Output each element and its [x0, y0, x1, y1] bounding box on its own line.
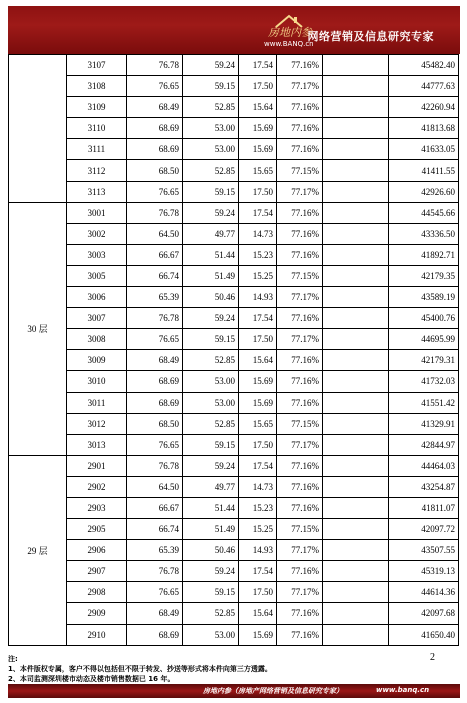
shared-area-cell: 15.23	[239, 244, 277, 265]
unit-price-cell: 42260.94	[389, 97, 459, 118]
shared-area-cell: 17.54	[239, 55, 277, 76]
table-row	[9, 540, 459, 561]
room-number-cell: 3008	[67, 329, 127, 350]
blank-cell	[323, 350, 389, 371]
blank-cell	[323, 181, 389, 202]
room-number-cell: 3013	[67, 434, 127, 455]
room-number-cell: 3010	[67, 371, 127, 392]
header-title: 网络营销及信息研究专家	[307, 30, 434, 43]
room-number-cell: 2905	[67, 519, 127, 540]
usage-rate-cell: 77.16%	[277, 476, 323, 497]
note-line-1: 1、本件版权专属，客户不得以包括但不限于转发、抄送等形式将本件向第三方透露。	[8, 665, 272, 673]
blank-cell	[323, 540, 389, 561]
inner-area-cell: 50.46	[183, 287, 239, 308]
shared-area-cell: 15.25	[239, 265, 277, 286]
shared-area-cell: 15.69	[239, 392, 277, 413]
shared-area-cell: 17.54	[239, 202, 277, 223]
unit-price-cell: 44464.03	[389, 455, 459, 476]
usage-rate-cell: 77.16%	[277, 55, 323, 76]
building-area-cell: 68.49	[127, 350, 183, 371]
table-row	[9, 371, 459, 392]
building-area-cell: 64.50	[127, 476, 183, 497]
unit-price-cell: 42179.31	[389, 350, 459, 371]
inner-area-cell: 53.00	[183, 392, 239, 413]
room-number-cell: 2907	[67, 561, 127, 582]
shared-area-cell: 14.93	[239, 540, 277, 561]
inner-area-cell: 59.15	[183, 329, 239, 350]
blank-cell	[323, 603, 389, 624]
inner-area-cell: 59.15	[183, 582, 239, 603]
room-number-cell: 3110	[67, 118, 127, 139]
table-row	[9, 118, 459, 139]
table-row	[9, 392, 459, 413]
table-row	[9, 265, 459, 286]
shared-area-cell: 17.50	[239, 329, 277, 350]
shared-area-cell: 15.69	[239, 118, 277, 139]
shared-area-cell: 14.93	[239, 287, 277, 308]
unit-price-table	[8, 54, 459, 646]
room-number-cell: 3001	[67, 202, 127, 223]
inner-area-cell: 59.15	[183, 181, 239, 202]
building-area-cell: 76.65	[127, 76, 183, 97]
blank-cell	[323, 223, 389, 244]
room-number-cell: 3006	[67, 287, 127, 308]
room-number-cell: 2909	[67, 603, 127, 624]
table-row	[9, 181, 459, 202]
unit-price-cell: 44545.66	[389, 202, 459, 223]
building-area-cell: 64.50	[127, 223, 183, 244]
usage-rate-cell: 77.17%	[277, 76, 323, 97]
building-area-cell: 66.67	[127, 497, 183, 518]
shared-area-cell: 17.54	[239, 561, 277, 582]
usage-rate-cell: 77.17%	[277, 540, 323, 561]
inner-area-cell: 51.49	[183, 519, 239, 540]
building-area-cell: 76.78	[127, 561, 183, 582]
unit-price-cell: 41633.05	[389, 139, 459, 160]
shared-area-cell: 17.50	[239, 76, 277, 97]
usage-rate-cell: 77.17%	[277, 287, 323, 308]
unit-price-cell: 43336.50	[389, 223, 459, 244]
unit-price-cell: 41813.68	[389, 118, 459, 139]
table-row	[9, 561, 459, 582]
table-row	[9, 603, 459, 624]
unit-price-cell: 43254.87	[389, 476, 459, 497]
usage-rate-cell: 77.15%	[277, 265, 323, 286]
usage-rate-cell: 77.16%	[277, 497, 323, 518]
unit-price-cell: 44614.36	[389, 582, 459, 603]
usage-rate-cell: 77.16%	[277, 561, 323, 582]
blank-cell	[323, 455, 389, 476]
shared-area-cell: 15.64	[239, 350, 277, 371]
room-number-cell: 2903	[67, 497, 127, 518]
building-area-cell: 76.78	[127, 455, 183, 476]
shared-area-cell: 17.50	[239, 582, 277, 603]
usage-rate-cell: 77.16%	[277, 202, 323, 223]
shared-area-cell: 15.25	[239, 519, 277, 540]
room-number-cell: 3005	[67, 265, 127, 286]
room-number-cell: 3002	[67, 223, 127, 244]
floor-label: 29 层	[9, 455, 67, 645]
table-row	[9, 497, 459, 518]
building-area-cell: 65.39	[127, 287, 183, 308]
building-area-cell: 68.69	[127, 371, 183, 392]
usage-rate-cell: 77.17%	[277, 181, 323, 202]
blank-cell	[323, 287, 389, 308]
inner-area-cell: 50.46	[183, 540, 239, 561]
shared-area-cell: 17.50	[239, 181, 277, 202]
blank-cell	[323, 392, 389, 413]
usage-rate-cell: 77.16%	[277, 392, 323, 413]
table-row	[9, 287, 459, 308]
blank-cell	[323, 244, 389, 265]
note-line-2: 2、本司监测深圳楼市动态及楼市销售数据已 16 年。	[8, 675, 175, 683]
table-row	[9, 223, 459, 244]
shared-area-cell: 15.65	[239, 413, 277, 434]
shared-area-cell: 15.64	[239, 97, 277, 118]
blank-cell	[323, 118, 389, 139]
unit-price-cell: 45400.76	[389, 308, 459, 329]
table-row	[9, 160, 459, 181]
shared-area-cell: 17.50	[239, 434, 277, 455]
usage-rate-cell: 77.16%	[277, 350, 323, 371]
unit-price-cell: 41650.40	[389, 624, 459, 645]
inner-area-cell: 59.15	[183, 76, 239, 97]
inner-area-cell: 52.85	[183, 413, 239, 434]
inner-area-cell: 53.00	[183, 624, 239, 645]
shared-area-cell: 14.73	[239, 223, 277, 244]
footer-url: www.banq.cn	[376, 686, 430, 694]
inner-area-cell: 51.44	[183, 497, 239, 518]
table-row	[9, 76, 459, 97]
usage-rate-cell: 77.16%	[277, 603, 323, 624]
usage-rate-cell: 77.16%	[277, 97, 323, 118]
usage-rate-cell: 77.16%	[277, 223, 323, 244]
blank-cell	[323, 434, 389, 455]
table-row	[9, 308, 459, 329]
room-number-cell: 2902	[67, 476, 127, 497]
table-row	[9, 329, 459, 350]
shared-area-cell: 17.54	[239, 308, 277, 329]
usage-rate-cell: 77.15%	[277, 160, 323, 181]
usage-rate-cell: 77.17%	[277, 582, 323, 603]
inner-area-cell: 53.00	[183, 118, 239, 139]
report-footer	[8, 684, 460, 698]
report-header	[8, 6, 460, 54]
unit-price-cell: 41811.07	[389, 497, 459, 518]
building-area-cell: 76.78	[127, 202, 183, 223]
table-row	[9, 624, 459, 645]
table-row	[9, 476, 459, 497]
usage-rate-cell: 77.16%	[277, 244, 323, 265]
floor-label: 30 层	[9, 202, 67, 455]
inner-area-cell: 52.85	[183, 603, 239, 624]
building-area-cell: 76.78	[127, 55, 183, 76]
room-number-cell: 3011	[67, 392, 127, 413]
table-row	[9, 455, 459, 476]
building-area-cell: 76.65	[127, 329, 183, 350]
room-number-cell: 3009	[67, 350, 127, 371]
building-area-cell: 66.67	[127, 244, 183, 265]
building-area-cell: 68.69	[127, 392, 183, 413]
blank-cell	[323, 519, 389, 540]
inner-area-cell: 59.24	[183, 308, 239, 329]
room-number-cell: 3012	[67, 413, 127, 434]
shared-area-cell: 15.69	[239, 624, 277, 645]
unit-price-cell: 45319.13	[389, 561, 459, 582]
building-area-cell: 68.69	[127, 139, 183, 160]
building-area-cell: 65.39	[127, 540, 183, 561]
usage-rate-cell: 77.17%	[277, 434, 323, 455]
inner-area-cell: 52.85	[183, 350, 239, 371]
blank-cell	[323, 329, 389, 350]
shared-area-cell: 15.64	[239, 603, 277, 624]
table-row	[9, 434, 459, 455]
room-number-cell: 2910	[67, 624, 127, 645]
inner-area-cell: 52.85	[183, 160, 239, 181]
building-area-cell: 68.50	[127, 413, 183, 434]
blank-cell	[323, 413, 389, 434]
inner-area-cell: 53.00	[183, 371, 239, 392]
blank-cell	[323, 497, 389, 518]
blank-cell	[323, 160, 389, 181]
room-number-cell: 3003	[67, 244, 127, 265]
blank-cell	[323, 139, 389, 160]
building-area-cell: 68.50	[127, 160, 183, 181]
inner-area-cell: 59.15	[183, 434, 239, 455]
room-number-cell: 3113	[67, 181, 127, 202]
building-area-cell: 76.78	[127, 308, 183, 329]
usage-rate-cell: 77.15%	[277, 519, 323, 540]
blank-cell	[323, 265, 389, 286]
inner-area-cell: 51.44	[183, 244, 239, 265]
building-area-cell: 68.49	[127, 97, 183, 118]
room-number-cell: 2906	[67, 540, 127, 561]
notes	[8, 654, 418, 684]
blank-cell	[323, 624, 389, 645]
room-number-cell: 3007	[67, 308, 127, 329]
unit-price-cell: 41411.55	[389, 160, 459, 181]
blank-cell	[323, 582, 389, 603]
usage-rate-cell: 77.15%	[277, 413, 323, 434]
unit-price-cell: 44695.99	[389, 329, 459, 350]
room-number-cell: 3111	[67, 139, 127, 160]
inner-area-cell: 49.77	[183, 476, 239, 497]
unit-price-cell: 41551.42	[389, 392, 459, 413]
unit-price-cell: 43589.19	[389, 287, 459, 308]
inner-area-cell: 59.24	[183, 561, 239, 582]
table-row	[9, 55, 459, 76]
table-row	[9, 244, 459, 265]
inner-area-cell: 59.24	[183, 202, 239, 223]
table-row	[9, 519, 459, 540]
blank-cell	[323, 308, 389, 329]
room-number-cell: 2901	[67, 455, 127, 476]
blank-cell	[323, 76, 389, 97]
logo-text: 房地内参	[268, 26, 312, 39]
blank-cell	[323, 476, 389, 497]
room-number-cell: 3108	[67, 76, 127, 97]
inner-area-cell: 51.49	[183, 265, 239, 286]
unit-price-cell: 42097.68	[389, 603, 459, 624]
blank-cell	[323, 202, 389, 223]
building-area-cell: 76.65	[127, 434, 183, 455]
usage-rate-cell: 77.16%	[277, 624, 323, 645]
floor-label	[9, 55, 67, 203]
building-area-cell: 68.69	[127, 118, 183, 139]
table-row	[9, 350, 459, 371]
table-row	[9, 139, 459, 160]
usage-rate-cell: 77.16%	[277, 308, 323, 329]
footer-company: 房地内参（房地产网络营销及信息研究专家）	[203, 687, 343, 695]
unit-price-cell: 42097.72	[389, 519, 459, 540]
usage-rate-cell: 77.16%	[277, 371, 323, 392]
unit-price-cell: 44777.63	[389, 76, 459, 97]
shared-area-cell: 17.54	[239, 455, 277, 476]
room-number-cell: 3112	[67, 160, 127, 181]
unit-price-cell: 41892.71	[389, 244, 459, 265]
shared-area-cell: 14.73	[239, 476, 277, 497]
building-area-cell: 76.65	[127, 582, 183, 603]
shared-area-cell: 15.65	[239, 160, 277, 181]
room-number-cell: 2908	[67, 582, 127, 603]
unit-price-cell: 42179.35	[389, 265, 459, 286]
logo-url: www.BANQ.cn	[264, 40, 314, 48]
table-row	[9, 97, 459, 118]
page-number: 2	[430, 652, 435, 663]
blank-cell	[323, 97, 389, 118]
unit-price-cell: 45482.40	[389, 55, 459, 76]
shared-area-cell: 15.69	[239, 139, 277, 160]
building-area-cell: 76.65	[127, 181, 183, 202]
usage-rate-cell: 77.16%	[277, 139, 323, 160]
shared-area-cell: 15.23	[239, 497, 277, 518]
table-row	[9, 202, 459, 223]
inner-area-cell: 59.24	[183, 455, 239, 476]
table-row	[9, 413, 459, 434]
building-area-cell: 68.49	[127, 603, 183, 624]
inner-area-cell: 52.85	[183, 97, 239, 118]
room-number-cell: 3107	[67, 55, 127, 76]
building-area-cell: 66.74	[127, 519, 183, 540]
usage-rate-cell: 77.16%	[277, 455, 323, 476]
building-area-cell: 66.74	[127, 265, 183, 286]
blank-cell	[323, 55, 389, 76]
notes-heading: 注:	[8, 655, 18, 663]
building-area-cell: 68.69	[127, 624, 183, 645]
usage-rate-cell: 77.16%	[277, 118, 323, 139]
inner-area-cell: 59.24	[183, 55, 239, 76]
unit-price-cell: 41329.91	[389, 413, 459, 434]
blank-cell	[323, 371, 389, 392]
unit-price-cell: 43507.55	[389, 540, 459, 561]
unit-price-cell: 41732.03	[389, 371, 459, 392]
blank-cell	[323, 561, 389, 582]
inner-area-cell: 53.00	[183, 139, 239, 160]
unit-price-cell: 42844.97	[389, 434, 459, 455]
room-number-cell: 3109	[67, 97, 127, 118]
inner-area-cell: 49.77	[183, 223, 239, 244]
unit-price-cell: 42926.60	[389, 181, 459, 202]
usage-rate-cell: 77.17%	[277, 329, 323, 350]
table-row	[9, 582, 459, 603]
shared-area-cell: 15.69	[239, 371, 277, 392]
